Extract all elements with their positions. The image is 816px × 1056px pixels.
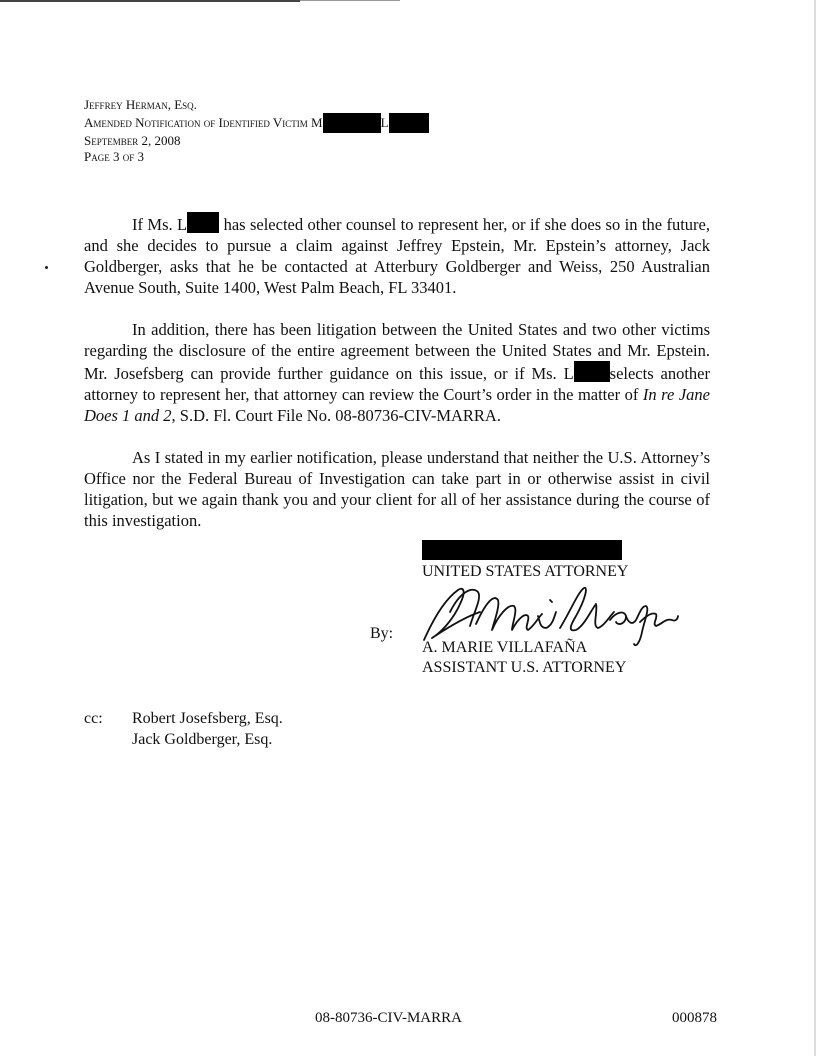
redaction-box — [187, 212, 219, 233]
letter-header — [84, 97, 429, 165]
paragraph-text: If Ms. L — [132, 215, 188, 234]
scan-speck — [45, 266, 48, 269]
header-subject-text-2: L — [380, 115, 389, 130]
paragraph-text: , S.D. Fl. Court File No. 08-80736-CIV-MARRA. — [171, 406, 501, 425]
redaction-box — [422, 540, 622, 560]
footer-case-number: 08-80736-CIV-MARRA — [315, 1010, 462, 1026]
redaction-box — [323, 113, 381, 133]
header-subject — [84, 113, 429, 133]
redaction-box — [389, 113, 429, 133]
header-subject-text: Amended Notification of Identified Victim M — [84, 115, 323, 130]
paragraph-counsel — [84, 212, 710, 298]
paragraph-text: In addition, there has been litigation between the United States and two other victims regarding the disclosure of the entire agreement between the United States and Mr. Epstein. Mr. Josefsberg can provide further guidance on this issue, or if Ms. L — [84, 320, 710, 383]
footer-bates-number: 000878 — [672, 1010, 717, 1026]
signature-by-label: By: — [370, 625, 394, 642]
header-recipient: Jeffrey Herman, Esq. — [84, 97, 197, 112]
scan-top-line — [300, 0, 400, 1]
paragraph-text: has selected other counsel to represent her, or if she does so in the future, and she decides to pursue a claim against Jeffrey Epstein, Mr. Epstein’s attorney, Jack Goldberger, asks that he be contacted at Atterbury Goldberger and Weiss, 250 Australian Avenue South, Suite 1400, West Palm Beach, FL 33401. — [84, 215, 710, 297]
case-name: In re Jane Does 1 and 2 — [84, 385, 710, 425]
header-page: Page 3 of 3 — [84, 149, 144, 164]
cc-recipient: Robert Josefsberg, Esq. — [132, 710, 283, 727]
redaction-box — [574, 361, 610, 382]
cc-recipients — [132, 708, 283, 750]
signature-title: UNITED STATES ATTORNEY — [422, 563, 629, 580]
handwritten-signature — [420, 582, 680, 652]
header-date: September 2, 2008 — [84, 133, 181, 148]
letter-body — [84, 212, 710, 531]
paragraph-text: selects another attorney to represent her, that attorney can review the Court’s order in the matter of — [84, 364, 710, 404]
signature-role: ASSISTANT U.S. ATTORNEY — [422, 659, 627, 676]
cc-recipient: Jack Goldberger, Esq. — [132, 731, 273, 748]
scan-top-line — [0, 0, 300, 2]
paragraph-closing: As I stated in my earlier notification, please understand that neither the U.S. Attorney’s Office nor the Federal Bureau of Investigation can take part in or otherwise assist in civil litigation, but we again thank you and your client for all of her assistance during the course of this investigation. — [84, 448, 710, 530]
signature-name: A. MARIE VILLAFAÑA — [422, 639, 588, 656]
cc-label: cc: — [84, 710, 103, 727]
paragraph-litigation — [84, 319, 710, 426]
